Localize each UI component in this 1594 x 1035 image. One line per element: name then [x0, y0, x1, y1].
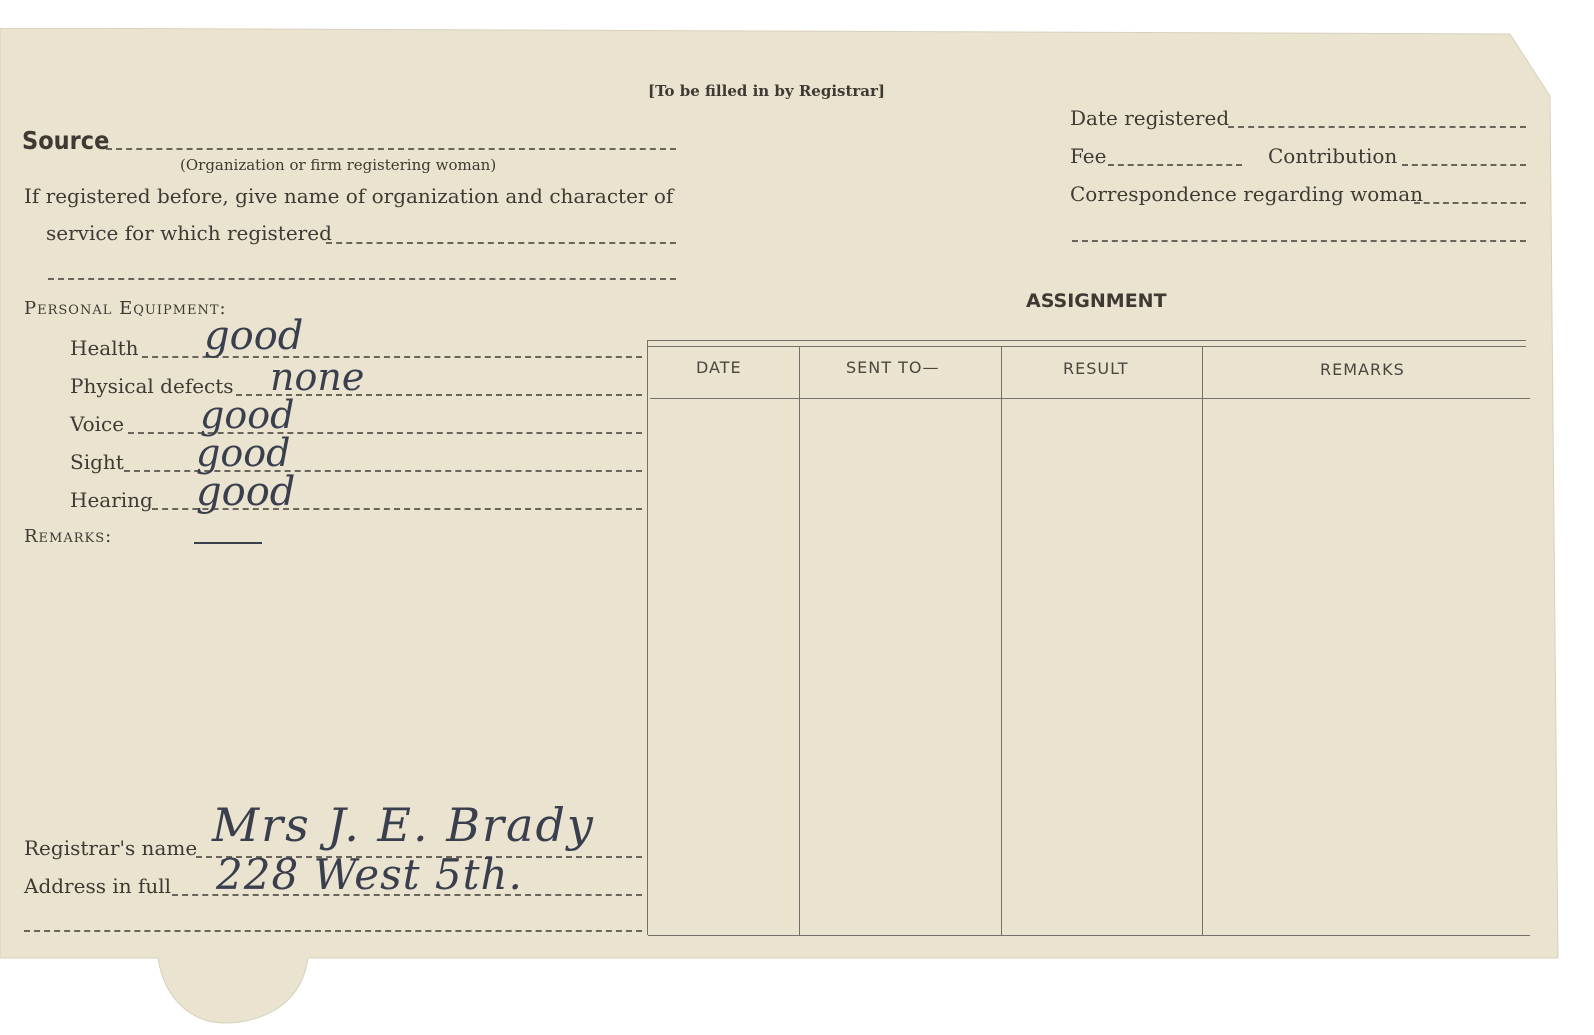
column-divider-2 [1001, 346, 1002, 935]
date-column-cells[interactable] [650, 400, 798, 934]
sight-value[interactable]: good [196, 431, 291, 475]
contribution-line[interactable] [1402, 164, 1526, 166]
prior-service-label: service for which registered [46, 221, 332, 245]
sight-label: Sight [70, 450, 124, 474]
remarks-column-cells[interactable] [1205, 400, 1527, 934]
fee-label: Fee [1070, 144, 1107, 168]
fee-line[interactable] [1108, 164, 1242, 166]
voice-label: Voice [70, 412, 125, 436]
column-divider-1 [799, 346, 800, 935]
correspondence-line-2[interactable] [1072, 240, 1526, 242]
table-left-border [647, 340, 648, 935]
address-label: Address in full [24, 874, 172, 898]
table-header-rule [650, 398, 1530, 399]
remarks-label: Remarks: [24, 526, 113, 547]
source-line[interactable] [106, 148, 676, 150]
health-value[interactable]: good [204, 313, 304, 359]
sent-to-column-cells[interactable] [802, 400, 1000, 934]
hearing-label: Hearing [70, 488, 153, 512]
date-registered-line[interactable] [1228, 126, 1526, 128]
table-top-rule [648, 340, 1526, 341]
prior-registration-label: If registered before, give name of organization and character of [24, 184, 674, 208]
column-header-remarks: REMARKS [1320, 360, 1405, 379]
source-label: Source [22, 126, 110, 155]
registration-card [0, 28, 1568, 958]
equipment-heading: Personal Equipment: [24, 298, 227, 319]
health-label: Health [70, 336, 139, 360]
registrar-name-label: Registrar's name [24, 836, 198, 860]
correspondence-line[interactable] [1414, 202, 1526, 204]
result-column-cells[interactable] [1004, 400, 1201, 934]
address-line-2[interactable] [24, 930, 642, 932]
prior-service-line[interactable] [326, 242, 676, 244]
column-divider-3 [1202, 346, 1203, 935]
hearing-underline [194, 542, 262, 544]
hearing-value[interactable]: good [196, 469, 296, 515]
voice-value[interactable]: good [200, 393, 295, 437]
correspondence-label: Correspondence regarding woman [1070, 182, 1424, 206]
contribution-label: Contribution [1268, 144, 1398, 168]
date-registered-label: Date registered [1070, 106, 1230, 130]
physical-defects-label: Physical defects [70, 374, 234, 398]
registrar-note: [To be filled in by Registrar] [648, 82, 886, 100]
table-top-rule-2 [648, 346, 1526, 347]
column-header-date: DATE [696, 358, 742, 377]
column-header-sent-to: SENT TO— [846, 358, 940, 377]
source-sublabel: (Organization or firm registering woman) [180, 156, 497, 174]
remarks-area[interactable] [24, 568, 624, 818]
prior-service-line-2[interactable] [48, 278, 676, 280]
column-header-result: RESULT [1063, 359, 1129, 378]
address-value[interactable]: 228 West 5th. [216, 850, 523, 899]
registrar-name-value[interactable]: Mrs J. E. Brady [212, 798, 595, 852]
physical-defects-value[interactable]: none [270, 355, 365, 399]
assignment-title: ASSIGNMENT [1026, 290, 1167, 312]
table-bottom-rule [648, 935, 1530, 936]
